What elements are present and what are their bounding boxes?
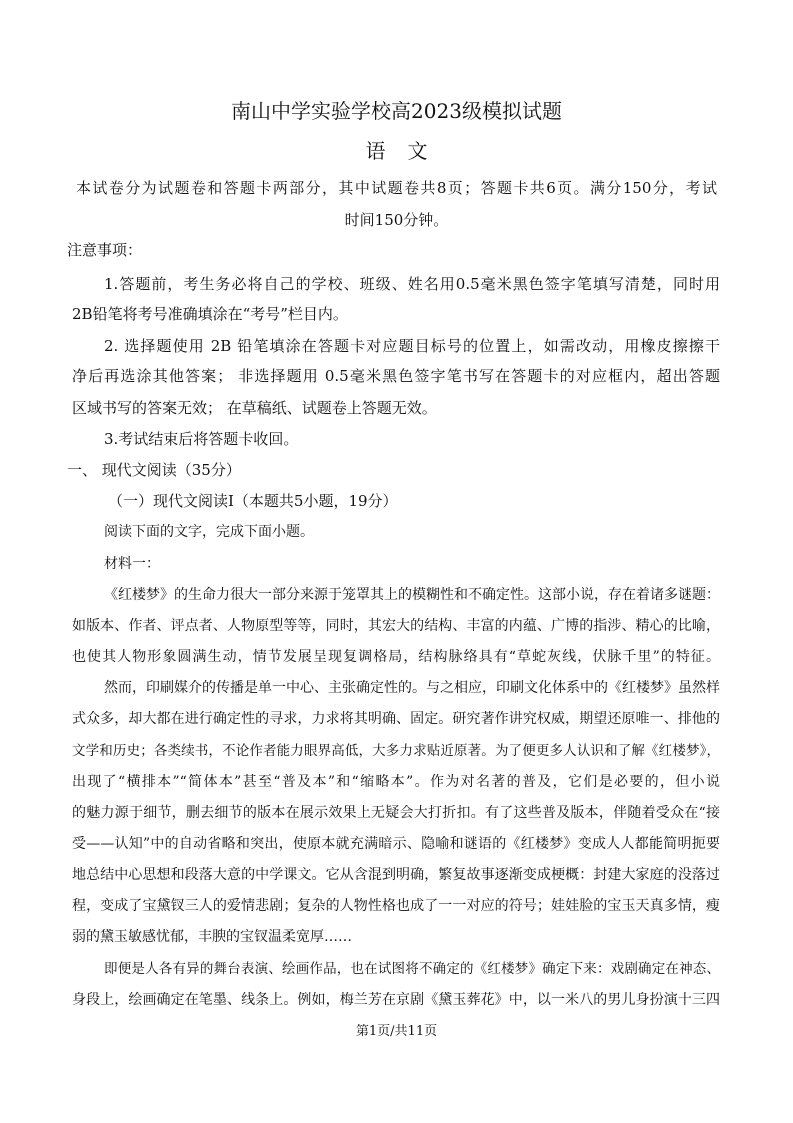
notice-item-1-line-2: 2B铅笔将考号准确填涂在“考号”栏目内。 bbox=[72, 305, 348, 323]
passage-line: 程，变成了宝黛钗三人的爱情悲剧；复杂的人物性格也成了一一对应的符号；娃娃脸的宝玉天真多情，瘦 bbox=[72, 898, 720, 914]
notice-item-2-line-1: 2. 选择题使用 2B 铅笔填涂在答题卡对应题目标号的位置上，如需改动，用橡皮擦擦干 bbox=[104, 337, 720, 355]
passage-line: 受——认知”中的自动省略和突出，使原本就充满暗示、隐喻和谜语的《红楼梦》变成人人都能简明扼要 bbox=[72, 836, 720, 852]
passage-line: 弱的黛玉敏感忧郁，丰腴的宝钗温柔宽厚…… bbox=[72, 929, 352, 945]
passage-line: 地总结中心思想和段落大意的中学课文。它从含混到明确，繁复故事逐渐变成梗概：封建大家庭的没落过 bbox=[72, 867, 720, 883]
passage-line: 如版本、作者、评点者、人物原型等等，同时，其宏大的结构、丰富的内蕴、广博的指涉、精心的比喻， bbox=[72, 618, 720, 634]
passage-line: 然而，印刷媒介的传播是单一中心、主张确定性的。与之相应，印刷文化体系中的《红楼梦》虽然样 bbox=[104, 680, 720, 696]
notice-item-1-line-1: 1.答题前，考生务必将自己的学校、班级、姓名用0.5毫米黑色签字笔填写清楚，同时用 bbox=[104, 275, 720, 293]
reading-instruction: 阅读下面的文字，完成下面小题。 bbox=[104, 524, 314, 540]
notice-item-2-line-3: 区域书写的答案无效； 在草稿纸、试题卷上答题无效。 bbox=[72, 399, 437, 417]
passage-line: 《红楼梦》的生命力很大一部分来源于笼罩其上的模糊性和不确定性。这部小说，存在着诸多谜题： bbox=[104, 587, 720, 603]
subject-title: 语文 bbox=[365, 139, 450, 163]
notice-item-3: 3.考试结束后将答题卡收回。 bbox=[104, 430, 299, 448]
passage-line: 出现了“横排本”“简体本”甚至“普及本”和“缩略本”。作为对名著的普及，它们是必要的，但小说 bbox=[72, 774, 720, 790]
passage-line: 身段上，绘画确定在笔墨、线条上。例如，梅兰芳在京剧《黛玉葬花》中，以一米八的男儿身扮演十三四 bbox=[72, 992, 720, 1008]
passage-line: 的魅力源于细节，删去细节的版本在展示效果上无疑会大打折扣。有了这些普及版本，伴随着受众在“接 bbox=[72, 805, 720, 821]
notice-item-2-line-2: 净后再选涂其他答案； 非选择题用 0.5毫米黑色签字笔书写在答题卡的对应框内，超出答题 bbox=[72, 367, 720, 385]
material-label: 材料一： bbox=[104, 556, 160, 572]
passage-line: 文学和历史；各类续书，不论作者能力眼界高低，大多力求贴近原著。为了便更多人认识和了解《红楼梦》， bbox=[72, 743, 720, 759]
passage-line: 式众多，却大都在进行确定性的寻求，力求将其明确、固定。研究著作讲究权威，期望还原唯一、排他的 bbox=[72, 711, 720, 727]
page-title: 南山中学实验学校高2023级模拟试题 bbox=[231, 99, 562, 123]
passage-line: 也使其人物形象圆满生动，情节发展呈现复调格局，结构脉络具有“草蛇灰线，伏脉千里”的特征。 bbox=[72, 649, 720, 665]
intro-line-2: 时间150分钟。 bbox=[344, 211, 449, 229]
notice-heading: 注意事项： bbox=[67, 241, 143, 259]
intro-line-1: 本试卷分为试题卷和答题卡两部分，其中试题卷共8页；答题卡共6页。满分150分，考试 bbox=[76, 179, 717, 197]
passage-line: 即便是人各有异的舞台表演、绘画作品，也在试图将不确定的《红楼梦》确定下来：戏剧确定在神态、 bbox=[104, 961, 720, 977]
section-heading: 一、 现代文阅读（35分） bbox=[67, 461, 241, 479]
subsection-heading: （一）现代文阅读Ⅰ（本题共5小题，19分） bbox=[108, 492, 398, 510]
page-number: 第1页/共11页 bbox=[355, 1024, 438, 1039]
